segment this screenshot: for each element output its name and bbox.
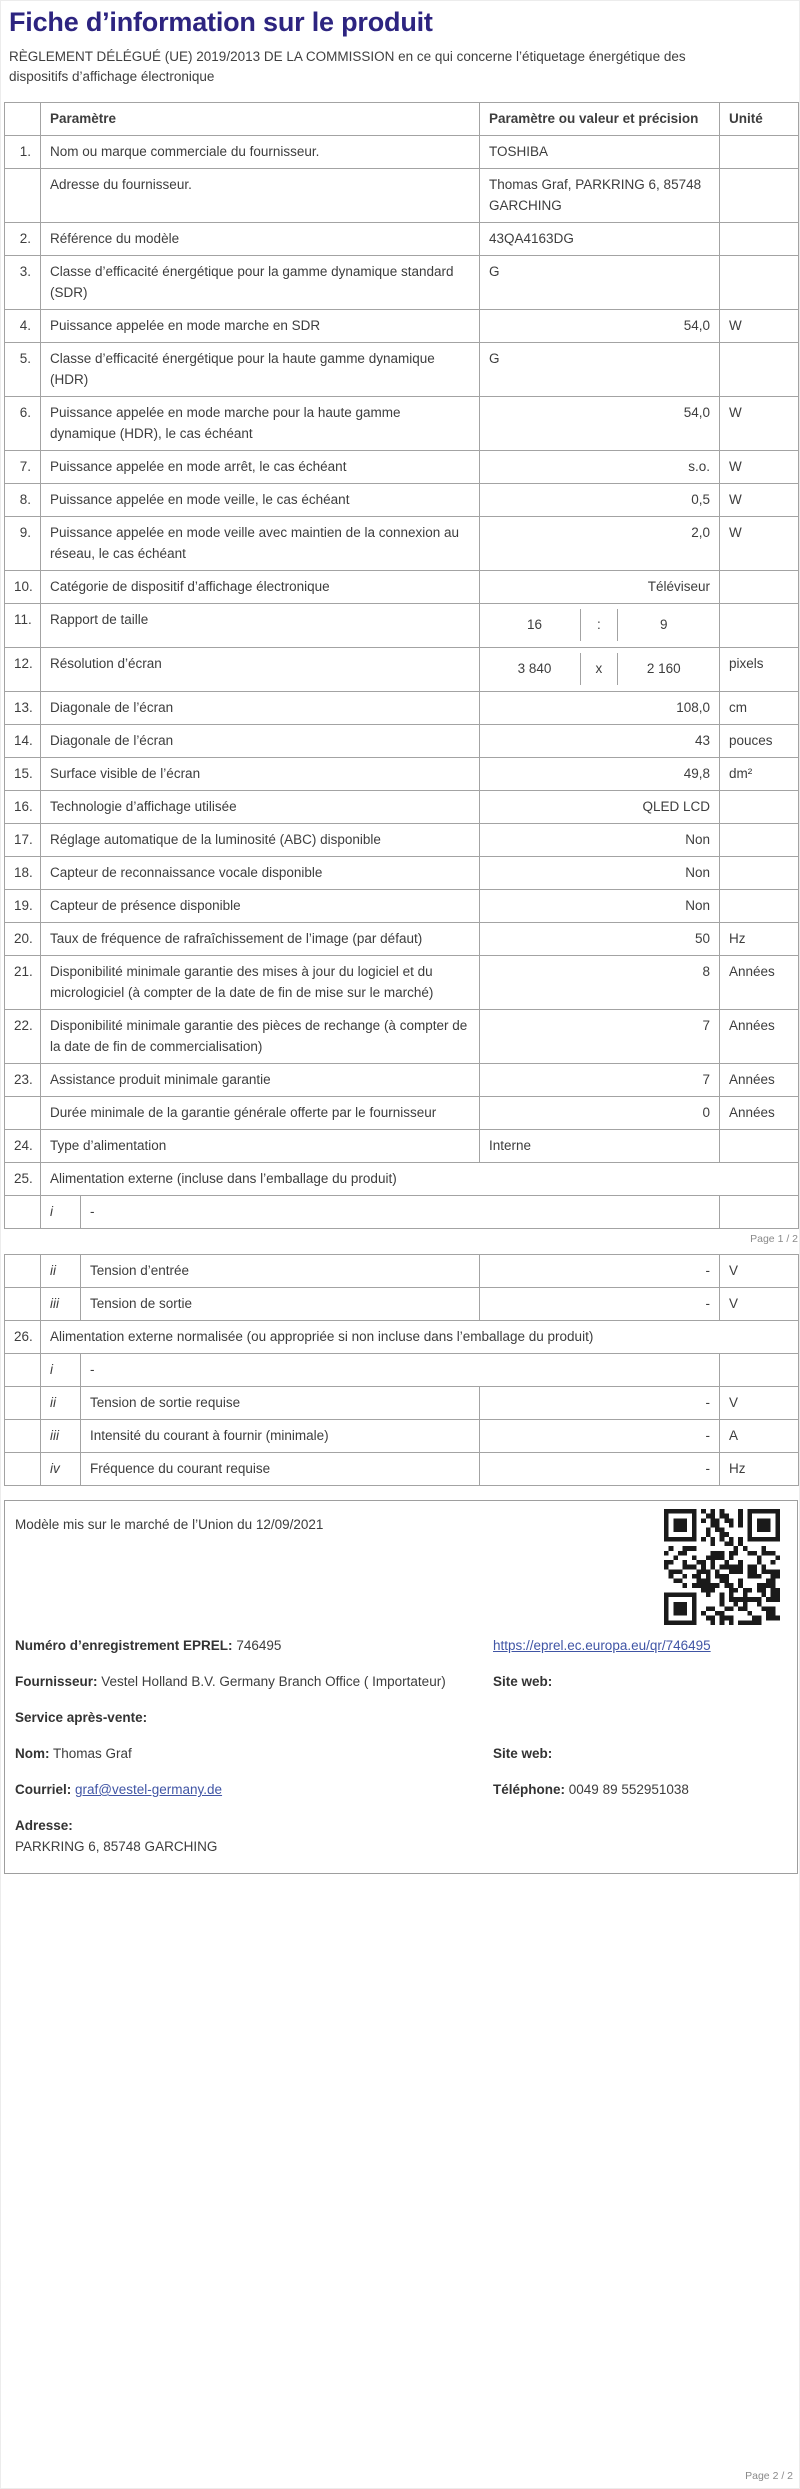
row-roman-cell: ii xyxy=(41,1387,81,1420)
header-unit: Unité xyxy=(720,103,799,136)
row-label-cell: Type d’alimentation xyxy=(41,1130,480,1163)
table-row xyxy=(5,857,799,890)
website-label-1: Site web: xyxy=(493,1674,553,1689)
ratio-part: 2 160 xyxy=(646,661,681,676)
row-roman-cell: ii xyxy=(41,1255,81,1288)
row-unit-cell: Hz xyxy=(720,923,799,956)
row-unit-cell: W xyxy=(720,397,799,451)
row-label-cell: - xyxy=(81,1196,720,1229)
eprel-number: 746495 xyxy=(236,1638,282,1653)
row-number-cell: 11. xyxy=(5,604,41,648)
row-value-cell: 7 xyxy=(480,1010,720,1064)
row-ratio-cell xyxy=(480,648,720,692)
row-label-cell: Puissance appelée en mode marche pour la haute gamme dynamique (HDR), le cas échéant xyxy=(41,397,480,451)
phone-label: Téléphone: xyxy=(493,1782,566,1797)
row-unit-cell xyxy=(720,571,799,604)
row-span-label-cell: Alimentation externe (incluse dans l’emballage du produit) xyxy=(41,1163,799,1196)
row-label-cell: Taux de fréquence de rafraîchissement de l’image (par défaut) xyxy=(41,923,480,956)
row-label-cell: Surface visible de l’écran xyxy=(41,758,480,791)
header-value: Paramètre ou valeur et précision xyxy=(480,103,720,136)
row-label-cell: Durée minimale de la garantie générale offerte par le fournisseur xyxy=(41,1097,480,1130)
row-unit-cell: Années xyxy=(720,1064,799,1097)
row-label-cell: Tension de sortie xyxy=(81,1288,480,1321)
row-value-cell: 2,0 xyxy=(480,517,720,571)
row-unit-cell xyxy=(720,256,799,310)
row-number-cell: 20. xyxy=(5,923,41,956)
row-ratio-cell xyxy=(480,604,720,648)
address-row xyxy=(15,1815,483,1857)
table-row xyxy=(5,1163,799,1196)
row-label-cell: Rapport de taille xyxy=(41,604,480,648)
row-unit-cell xyxy=(720,824,799,857)
row-label-cell: Fréquence du courant requise xyxy=(81,1453,480,1486)
row-number-cell: 18. xyxy=(5,857,41,890)
row-value-cell: 7 xyxy=(480,1064,720,1097)
row-unit-cell xyxy=(720,791,799,824)
header-num-cell xyxy=(5,103,41,136)
row-number-cell xyxy=(5,1387,41,1420)
row-value-cell: - xyxy=(480,1255,720,1288)
row-span-label-cell: Alimentation externe normalisée (ou appropriée si non incluse dans l’emballage du produit) xyxy=(41,1321,799,1354)
row-value-cell: 0 xyxy=(480,1097,720,1130)
row-number-cell: 13. xyxy=(5,692,41,725)
row-value-cell: s.o. xyxy=(480,451,720,484)
row-label-cell: Disponibilité minimale garantie des pièces de rechange (à compter de la date de fin de commercialisation) xyxy=(41,1010,480,1064)
row-unit-cell: W xyxy=(720,517,799,571)
table-row xyxy=(5,310,799,343)
row-number-cell: 15. xyxy=(5,758,41,791)
row-value-cell: Non xyxy=(480,890,720,923)
table-row xyxy=(5,758,799,791)
supplier-info-grid xyxy=(15,1635,783,1857)
row-number-cell: 26. xyxy=(5,1321,41,1354)
row-label-cell: Classe d’efficacité énergétique pour la gamme dynamique standard (SDR) xyxy=(41,256,480,310)
row-label-cell: Tension d’entrée xyxy=(81,1255,480,1288)
row-unit-cell xyxy=(720,1130,799,1163)
row-unit-cell: A xyxy=(720,1420,799,1453)
row-roman-cell: i xyxy=(41,1196,81,1229)
table-header-row xyxy=(5,103,799,136)
email-link[interactable]: graf@vestel-germany.de xyxy=(75,1782,223,1797)
table-row xyxy=(5,956,799,1010)
row-unit-cell: Hz xyxy=(720,1453,799,1486)
contact-name-value: Thomas Graf xyxy=(53,1746,132,1761)
row-number-cell xyxy=(5,1196,41,1229)
row-label-cell: Diagonale de l’écran xyxy=(41,725,480,758)
row-label-cell: Puissance appelée en mode veille avec maintien de la connexion au réseau, le cas échéant xyxy=(41,517,480,571)
table-row xyxy=(5,1321,799,1354)
row-unit-cell xyxy=(720,136,799,169)
eprel-url-row xyxy=(493,1635,783,1656)
ratio-part: x xyxy=(580,653,618,685)
row-number-cell: 12. xyxy=(5,648,41,692)
row-unit-cell: W xyxy=(720,484,799,517)
spacer-row xyxy=(493,1707,783,1728)
table-row xyxy=(5,571,799,604)
row-roman-cell: iii xyxy=(41,1288,81,1321)
row-unit-cell xyxy=(720,890,799,923)
row-number-cell xyxy=(5,1288,41,1321)
table-row xyxy=(5,223,799,256)
page-title: Fiche d’information sur le produit xyxy=(9,7,433,37)
row-value-cell: - xyxy=(480,1288,720,1321)
table-row xyxy=(5,1354,799,1387)
eprel-registration-row xyxy=(15,1635,483,1656)
row-unit-cell: V xyxy=(720,1288,799,1321)
eprel-url-link[interactable]: https://eprel.ec.europa.eu/qr/746495 xyxy=(493,1638,711,1653)
email-row xyxy=(15,1779,483,1800)
after-sales-service-row xyxy=(15,1707,483,1728)
row-label-cell: Référence du modèle xyxy=(41,223,480,256)
row-label-cell: Classe d’efficacité énergétique pour la haute gamme dynamique (HDR) xyxy=(41,343,480,397)
row-label-cell: Adresse du fournisseur. xyxy=(41,169,480,223)
regulation-subtitle: RÈGLEMENT DÉLÉGUÉ (UE) 2019/2013 DE LA COMMISSION en ce qui concerne l’étiquetage énergétique des dispositifs d’affichage électronique xyxy=(9,49,686,84)
row-label-cell: Tension de sortie requise xyxy=(81,1387,480,1420)
table-row xyxy=(5,1288,799,1321)
row-value-cell: G xyxy=(480,256,720,310)
row-number-cell xyxy=(5,1097,41,1130)
row-number-cell: 8. xyxy=(5,484,41,517)
row-value-cell: 0,5 xyxy=(480,484,720,517)
parameters-table-page2 xyxy=(4,1254,799,1486)
row-number-cell xyxy=(5,1453,41,1486)
row-number-cell: 9. xyxy=(5,517,41,571)
row-number-cell: 3. xyxy=(5,256,41,310)
row-value-cell: - xyxy=(480,1453,720,1486)
row-label-cell: Résolution d’écran xyxy=(41,648,480,692)
address-value: PARKRING 6, 85748 GARCHING xyxy=(15,1839,218,1854)
page-1-marker: Page 1 / 2 xyxy=(750,1233,798,1245)
row-value-cell: Téléviseur xyxy=(480,571,720,604)
row-value-cell: 43QA4163DG xyxy=(480,223,720,256)
row-label-cell: Puissance appelée en mode arrêt, le cas échéant xyxy=(41,451,480,484)
supplier-name: Vestel Holland B.V. Germany Branch Office ( Importateur) xyxy=(101,1674,446,1689)
row-value-cell: 49,8 xyxy=(480,758,720,791)
row-number-cell: 16. xyxy=(5,791,41,824)
table-row xyxy=(5,1453,799,1486)
table-row xyxy=(5,791,799,824)
table-row xyxy=(5,824,799,857)
row-number-cell: 14. xyxy=(5,725,41,758)
table-row xyxy=(5,397,799,451)
website-row-1 xyxy=(493,1671,783,1692)
row-label-cell: Réglage automatique de la luminosité (ABC) disponible xyxy=(41,824,480,857)
row-unit-cell xyxy=(720,1354,799,1387)
row-number-cell: 7. xyxy=(5,451,41,484)
row-value-cell: 54,0 xyxy=(480,310,720,343)
eprel-label: Numéro d’enregistrement EPREL: xyxy=(15,1638,233,1653)
row-value-cell: - xyxy=(480,1420,720,1453)
ratio-part: 16 xyxy=(527,617,543,632)
website-row-2 xyxy=(493,1743,783,1764)
page-2-marker: Page 2 / 2 xyxy=(745,2470,793,2482)
row-unit-cell xyxy=(720,1196,799,1229)
row-roman-cell: i xyxy=(41,1354,81,1387)
table-row xyxy=(5,169,799,223)
row-label-cell: Diagonale de l’écran xyxy=(41,692,480,725)
row-unit-cell: Années xyxy=(720,1097,799,1130)
supplier-info-box xyxy=(4,1500,798,1874)
row-unit-cell: pixels xyxy=(720,648,799,692)
row-roman-cell: iv xyxy=(41,1453,81,1486)
phone-row xyxy=(493,1779,783,1800)
phone-value: 0049 89 552951038 xyxy=(568,1782,689,1797)
row-number-cell xyxy=(5,169,41,223)
supplier-row xyxy=(15,1671,470,1692)
row-number-cell: 5. xyxy=(5,343,41,397)
row-value-cell: - xyxy=(480,1387,720,1420)
row-value-cell: 8 xyxy=(480,956,720,1010)
row-number-cell: 2. xyxy=(5,223,41,256)
table-row xyxy=(5,725,799,758)
row-label-cell: Intensité du courant à fournir (minimale) xyxy=(81,1420,480,1453)
row-value-cell: Interne xyxy=(480,1130,720,1163)
row-value-cell: TOSHIBA xyxy=(480,136,720,169)
row-number-cell: 23. xyxy=(5,1064,41,1097)
table-row xyxy=(5,890,799,923)
row-number-cell: 10. xyxy=(5,571,41,604)
row-label-cell: Technologie d’affichage utilisée xyxy=(41,791,480,824)
row-number-cell: 24. xyxy=(5,1130,41,1163)
row-unit-cell xyxy=(720,223,799,256)
table-row xyxy=(5,1097,799,1130)
row-unit-cell xyxy=(720,343,799,397)
supplier-label: Fournisseur: xyxy=(15,1674,98,1689)
row-unit-cell: V xyxy=(720,1255,799,1288)
row-number-cell xyxy=(5,1255,41,1288)
row-value-cell: 43 xyxy=(480,725,720,758)
table-row xyxy=(5,1130,799,1163)
row-number-cell: 17. xyxy=(5,824,41,857)
row-unit-cell: dm² xyxy=(720,758,799,791)
row-label-cell: Catégorie de dispositif d’affichage électronique xyxy=(41,571,480,604)
row-label-cell: Capteur de reconnaissance vocale disponible xyxy=(41,857,480,890)
row-label-cell: - xyxy=(81,1354,720,1387)
row-value-cell: QLED LCD xyxy=(480,791,720,824)
row-unit-cell: V xyxy=(720,1387,799,1420)
row-number-cell: 1. xyxy=(5,136,41,169)
row-unit-cell: W xyxy=(720,451,799,484)
row-label-cell: Puissance appelée en mode veille, le cas échéant xyxy=(41,484,480,517)
table-row xyxy=(5,692,799,725)
row-value-cell: 108,0 xyxy=(480,692,720,725)
ratio-part: 9 xyxy=(660,617,668,632)
row-unit-cell xyxy=(720,857,799,890)
table-row xyxy=(5,1387,799,1420)
table-row xyxy=(5,923,799,956)
table-row xyxy=(5,604,799,648)
table-row xyxy=(5,1010,799,1064)
parameters-table-page1 xyxy=(4,102,799,1229)
row-number-cell: 25. xyxy=(5,1163,41,1196)
row-unit-cell xyxy=(720,604,799,648)
row-unit-cell: Années xyxy=(720,1010,799,1064)
table-row xyxy=(5,517,799,571)
after-sales-service-label: Service après-vente: xyxy=(15,1710,148,1725)
ratio-part: : xyxy=(580,609,618,641)
ratio-part: 3 840 xyxy=(517,661,552,676)
header-parameter: Paramètre xyxy=(41,103,480,136)
row-unit-cell: W xyxy=(720,310,799,343)
row-label-cell: Capteur de présence disponible xyxy=(41,890,480,923)
table-row xyxy=(5,1196,799,1229)
table-row xyxy=(5,256,799,310)
table-row xyxy=(5,484,799,517)
address-label: Adresse: xyxy=(15,1818,73,1833)
row-value-cell: Non xyxy=(480,824,720,857)
table-row xyxy=(5,451,799,484)
email-label: Courriel: xyxy=(15,1782,72,1797)
row-label-cell: Puissance appelée en mode marche en SDR xyxy=(41,310,480,343)
row-value-cell: G xyxy=(480,343,720,397)
market-date-line: Modèle mis sur le marché de l’Union du 12/09/2021 xyxy=(15,1517,324,1532)
row-label-cell: Assistance produit minimale garantie xyxy=(41,1064,480,1097)
row-value-cell: Thomas Graf, PARKRING 6, 85748 GARCHING xyxy=(480,169,720,223)
website-label-2: Site web: xyxy=(493,1746,553,1761)
row-label-cell: Disponibilité minimale garantie des mises à jour du logiciel et du micrologiciel (à compter de la date de fin de mise sur le marché) xyxy=(41,956,480,1010)
row-number-cell: 4. xyxy=(5,310,41,343)
table-row xyxy=(5,1255,799,1288)
row-value-cell: 54,0 xyxy=(480,397,720,451)
row-number-cell: 6. xyxy=(5,397,41,451)
row-label-cell: Nom ou marque commerciale du fournisseur. xyxy=(41,136,480,169)
row-number-cell: 21. xyxy=(5,956,41,1010)
contact-name-row xyxy=(15,1743,483,1764)
row-unit-cell: cm xyxy=(720,692,799,725)
row-unit-cell: pouces xyxy=(720,725,799,758)
table-row xyxy=(5,343,799,397)
table-row xyxy=(5,648,799,692)
table-row xyxy=(5,1064,799,1097)
table-row xyxy=(5,1420,799,1453)
row-roman-cell: iii xyxy=(41,1420,81,1453)
contact-name-label: Nom: xyxy=(15,1746,50,1761)
row-value-cell: Non xyxy=(480,857,720,890)
row-number-cell: 19. xyxy=(5,890,41,923)
row-unit-cell xyxy=(720,169,799,223)
row-number-cell xyxy=(5,1354,41,1387)
row-value-cell: 50 xyxy=(480,923,720,956)
table-row xyxy=(5,136,799,169)
row-number-cell xyxy=(5,1420,41,1453)
qr-code xyxy=(664,1509,780,1625)
row-number-cell: 22. xyxy=(5,1010,41,1064)
row-unit-cell: Années xyxy=(720,956,799,1010)
